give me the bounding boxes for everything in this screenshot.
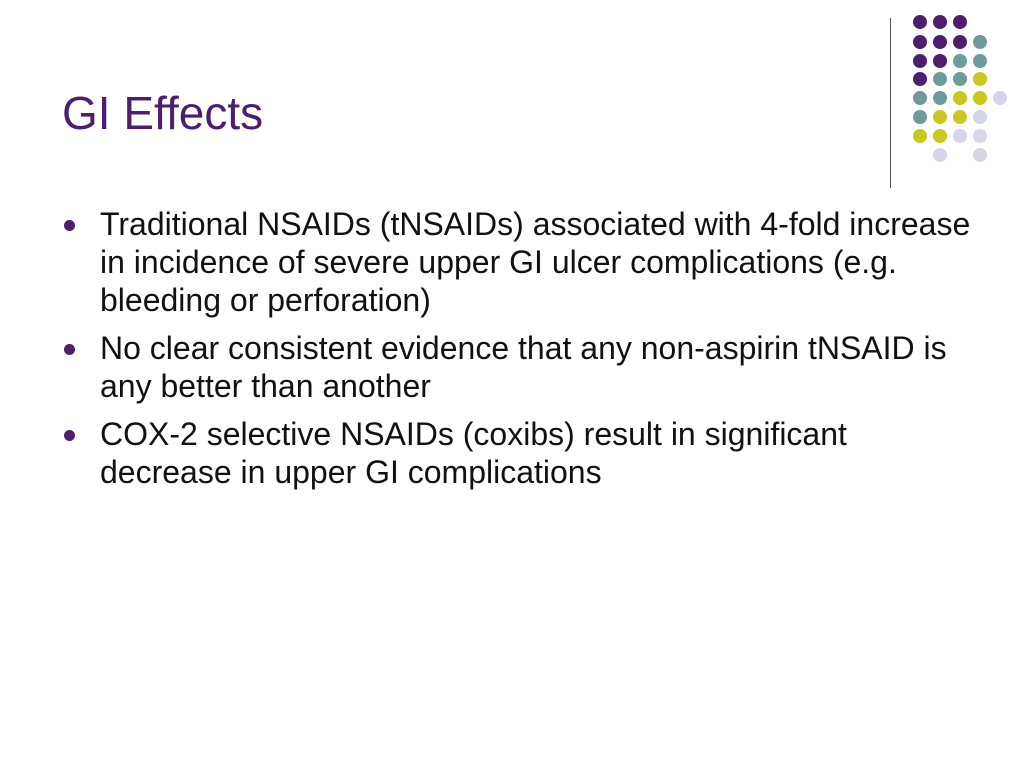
- decorative-dot-yellow: [933, 129, 947, 143]
- bullet-item: [62, 205, 982, 319]
- bullet-list: [62, 205, 982, 501]
- decorative-dot-yellow: [933, 110, 947, 124]
- decorative-dot-lavender: [973, 129, 987, 143]
- decorative-dot-purple: [913, 35, 927, 49]
- decorative-dot-purple: [933, 35, 947, 49]
- decorative-dot-lavender: [953, 129, 967, 143]
- decorative-dot-lavender: [973, 110, 987, 124]
- bullet-point-icon: [64, 344, 75, 355]
- decorative-dot-purple: [913, 72, 927, 86]
- decorative-dot-teal: [933, 91, 947, 105]
- decorative-dot-teal: [973, 35, 987, 49]
- decorative-dot-lavender: [933, 148, 947, 162]
- bullet-text: No clear consistent evidence that any non-aspirin tNSAID is any better than another: [100, 330, 947, 404]
- decorative-dot-purple: [933, 54, 947, 68]
- decorative-dot-purple: [933, 15, 947, 29]
- decorative-dot-yellow: [973, 72, 987, 86]
- decorative-dot-lavender: [993, 91, 1007, 105]
- bullet-text: COX-2 selective NSAIDs (coxibs) result in significant decrease in upper GI complications: [100, 416, 847, 490]
- bullet-point-icon: [64, 430, 75, 441]
- decorative-dot-purple: [913, 54, 927, 68]
- decorative-dot-purple: [913, 15, 927, 29]
- decorative-dot-teal: [973, 54, 987, 68]
- bullet-text: Traditional NSAIDs (tNSAIDs) associated with 4-fold increase in incidence of severe upper GI ulcer complications (e.g. bleeding or perforation): [100, 206, 971, 318]
- decorative-dot-yellow: [953, 91, 967, 105]
- decorative-dot-teal: [913, 91, 927, 105]
- decorative-dot-teal: [913, 110, 927, 124]
- decorative-dot-yellow: [973, 91, 987, 105]
- decorative-dot-purple: [953, 35, 967, 49]
- decorative-dot-lavender: [973, 148, 987, 162]
- decorative-dot-teal: [953, 54, 967, 68]
- bullet-item: [62, 415, 982, 491]
- bullet-item: [62, 329, 982, 405]
- decorative-dot-teal: [953, 72, 967, 86]
- slide-title: GI Effects: [62, 87, 264, 139]
- decorative-dot-yellow: [953, 110, 967, 124]
- decorative-dot-yellow: [913, 129, 927, 143]
- decorative-dot-grid: [0, 0, 1024, 200]
- bullet-point-icon: [64, 220, 75, 231]
- decorative-dot-purple: [953, 15, 967, 29]
- decorative-dot-teal: [933, 72, 947, 86]
